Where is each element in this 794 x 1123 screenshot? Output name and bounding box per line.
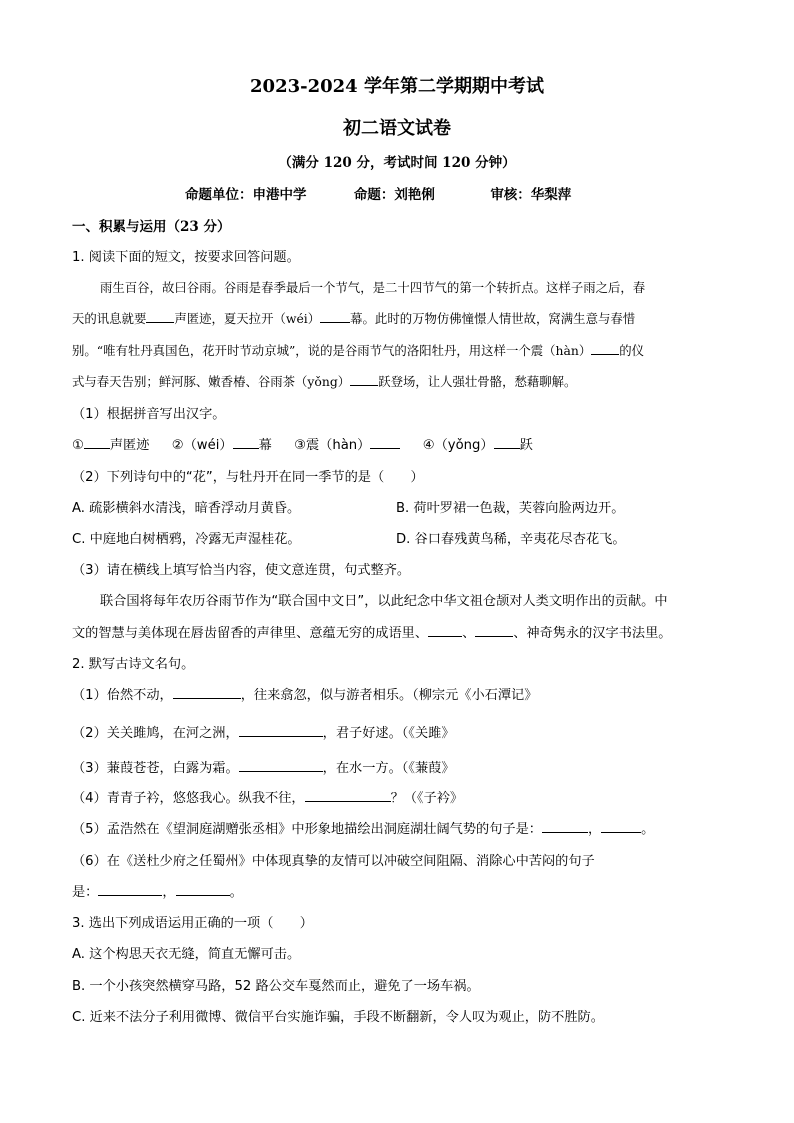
section-heading: 一、积累与运用（23 分） <box>72 219 231 235</box>
q2-text: ， <box>162 885 176 900</box>
passage-text: 幕。此时的万物仿佛憧憬人情世故，窝满生意与春惜 <box>350 311 636 326</box>
blank[interactable] <box>475 624 513 637</box>
q2-line-6: （6）在《送杜少府之任蜀州》中体现真挚的友情可以冲破空间阻隔、消除心中苦闷的句子 <box>72 854 595 869</box>
q1-sub3-text-1: 联合国将每年农历谷雨节作为“联合国中文日”，以此纪念中华文祖仓颉对人类文明作出的贡献。中 <box>100 594 668 609</box>
blank[interactable] <box>591 342 619 355</box>
sub3-text: 、神奇隽永的汉字书法里。 <box>513 626 672 641</box>
option-c[interactable]: C. 中庭地白树栖鸦，冷露无声湿桂花。 <box>72 532 301 547</box>
q1-sub1-items <box>72 434 533 453</box>
q1-stem: 1. 阅读下面的短文，按要求回答问题。 <box>72 250 300 265</box>
q2-line-7 <box>72 881 243 900</box>
option-a[interactable]: A. 疏影横斜水清浅，暗香浮动月黄昏。 <box>72 501 301 516</box>
q3-option-c[interactable]: C. 近来不法分子利用微博、微信平台实施诈骗，手段不断翻新，令人叹为观止，防不胜防。 <box>72 1010 604 1025</box>
passage-text: 跃登场，让人强壮骨骼，愁藉聊解。 <box>378 374 577 389</box>
exam-title: 2023-2024 学年第二学期期中考试 <box>250 76 544 97</box>
passage-text: 声匿迹，夏天拉开（wéi） <box>174 311 321 326</box>
passage-text: 别。“唯有牡丹真国色，花开时节动京城”，说的是谷雨节气的洛阳牡丹，用这样一个震（hàn） <box>72 343 592 358</box>
q2-text: ，往来翕忽，似与游者相乐。（柳宗元《小石潭记》 <box>240 688 538 703</box>
setter-label: 命题：刘艳俐 <box>353 187 435 203</box>
q1-sub1-label: （1）根据拼音写出汉字。 <box>72 407 226 422</box>
item-text: ④（yǒng） <box>422 438 494 453</box>
option-d[interactable]: D. 谷口春残黄鸟稀，辛夷花尽杏花飞。 <box>396 532 626 547</box>
blank[interactable] <box>176 883 230 896</box>
q2-text: 是： <box>72 885 99 900</box>
paper-subtitle: 初二语文试卷 <box>343 118 451 139</box>
q2-text: ，君子好逑。（《关雎》 <box>322 726 455 741</box>
blank[interactable] <box>370 436 400 449</box>
blank[interactable] <box>239 724 323 737</box>
q1-sub2-label: （2）下列诗句中的“花”，与牡丹开在同一季节的是（ ） <box>72 470 424 485</box>
unit-label: 命题单位：申港中学 <box>185 187 307 203</box>
item-text: ③震（hàn） <box>294 438 371 453</box>
item-text: 声匿迹 <box>109 438 150 453</box>
q2-line-2 <box>72 722 455 741</box>
q2-line-5 <box>72 818 654 837</box>
item-marker: ① <box>72 438 84 453</box>
q1-sub3-label: （3）请在横线上填写恰当内容，使文意连贯，句式整齐。 <box>72 563 411 578</box>
q2-text: ， <box>587 822 602 837</box>
q2-text: 。 <box>641 822 655 837</box>
passage-line-3 <box>72 341 644 359</box>
blank[interactable] <box>173 686 241 699</box>
blank[interactable] <box>320 310 350 323</box>
blank[interactable] <box>239 759 323 772</box>
option-b[interactable]: B. 荷叶罗裙一色裁，芙蓉向脸两边开。 <box>396 501 625 516</box>
q2-text: （5）孟浩然在《望洞庭湖赠张丞相》中形象地描绘出洞庭湖壮阔气势的句子是： <box>72 822 542 837</box>
item-text: 幕 <box>258 438 272 453</box>
q2-text: 。 <box>229 885 243 900</box>
q1-sub3-text-2 <box>72 622 672 641</box>
q2-text: （2）关关雎鸠，在河之洲， <box>72 726 239 741</box>
blank[interactable] <box>233 436 259 449</box>
q2-text: （1）佁然不动， <box>72 688 173 703</box>
q2-text: ，在水一方。（《蒹葭》 <box>322 761 455 776</box>
passage-text: 的仪 <box>619 343 645 358</box>
q3-option-a[interactable]: A. 这个构思天衣无缝，简直无懈可击。 <box>72 947 301 962</box>
passage-text: 式与春天告别；鲜河豚、嫩香椿、谷雨茶（yǒng） <box>72 374 351 389</box>
q2-line-3 <box>72 757 455 776</box>
passage-line-4 <box>72 372 576 390</box>
item-text: ②（wéi） <box>171 438 233 453</box>
blank[interactable] <box>428 624 462 637</box>
q2-stem: 2. 默写古诗文名句。 <box>72 657 195 672</box>
blank[interactable] <box>146 310 174 323</box>
blank[interactable] <box>84 436 110 449</box>
passage-line-1: 雨生百谷，故曰谷雨。谷雨是春季最后一个节气，是二十四节气的第一个转折点。这样子雨之后，春 <box>100 280 646 295</box>
q2-text: （4）青青子衿，悠悠我心。纵我不往， <box>72 791 305 806</box>
q2-line-1 <box>72 684 537 703</box>
blank[interactable] <box>542 820 588 833</box>
q2-text: ？（《子衿》 <box>390 791 464 806</box>
sub3-text: 、 <box>462 626 476 641</box>
blank[interactable] <box>98 883 162 896</box>
blank[interactable] <box>350 373 378 386</box>
q3-option-b[interactable]: B. 一个小孩突然横穿马路，52 路公交车戛然而止，避免了一场车祸。 <box>72 979 480 994</box>
item-text: 跃 <box>519 438 533 453</box>
author-line <box>185 183 571 203</box>
passage-line-2 <box>72 309 635 327</box>
reviewer-label: 审核：华梨萍 <box>490 187 572 203</box>
score-note: （满分 120 分，考试时间 120 分钟） <box>278 155 516 171</box>
passage-text: 天的讯息就要 <box>72 311 147 326</box>
sub3-text: 文的智慧与美体现在唇齿留香的声律里、意蕴无穷的成语里、 <box>72 626 429 641</box>
q2-line-4 <box>72 787 463 806</box>
q3-stem: 3. 选出下列成语运用正确的一项（ ） <box>72 916 313 931</box>
blank[interactable] <box>601 820 641 833</box>
q2-text: （3）蒹葭苍苍，白露为霜。 <box>72 761 239 776</box>
blank[interactable] <box>305 789 391 802</box>
blank[interactable] <box>494 436 520 449</box>
